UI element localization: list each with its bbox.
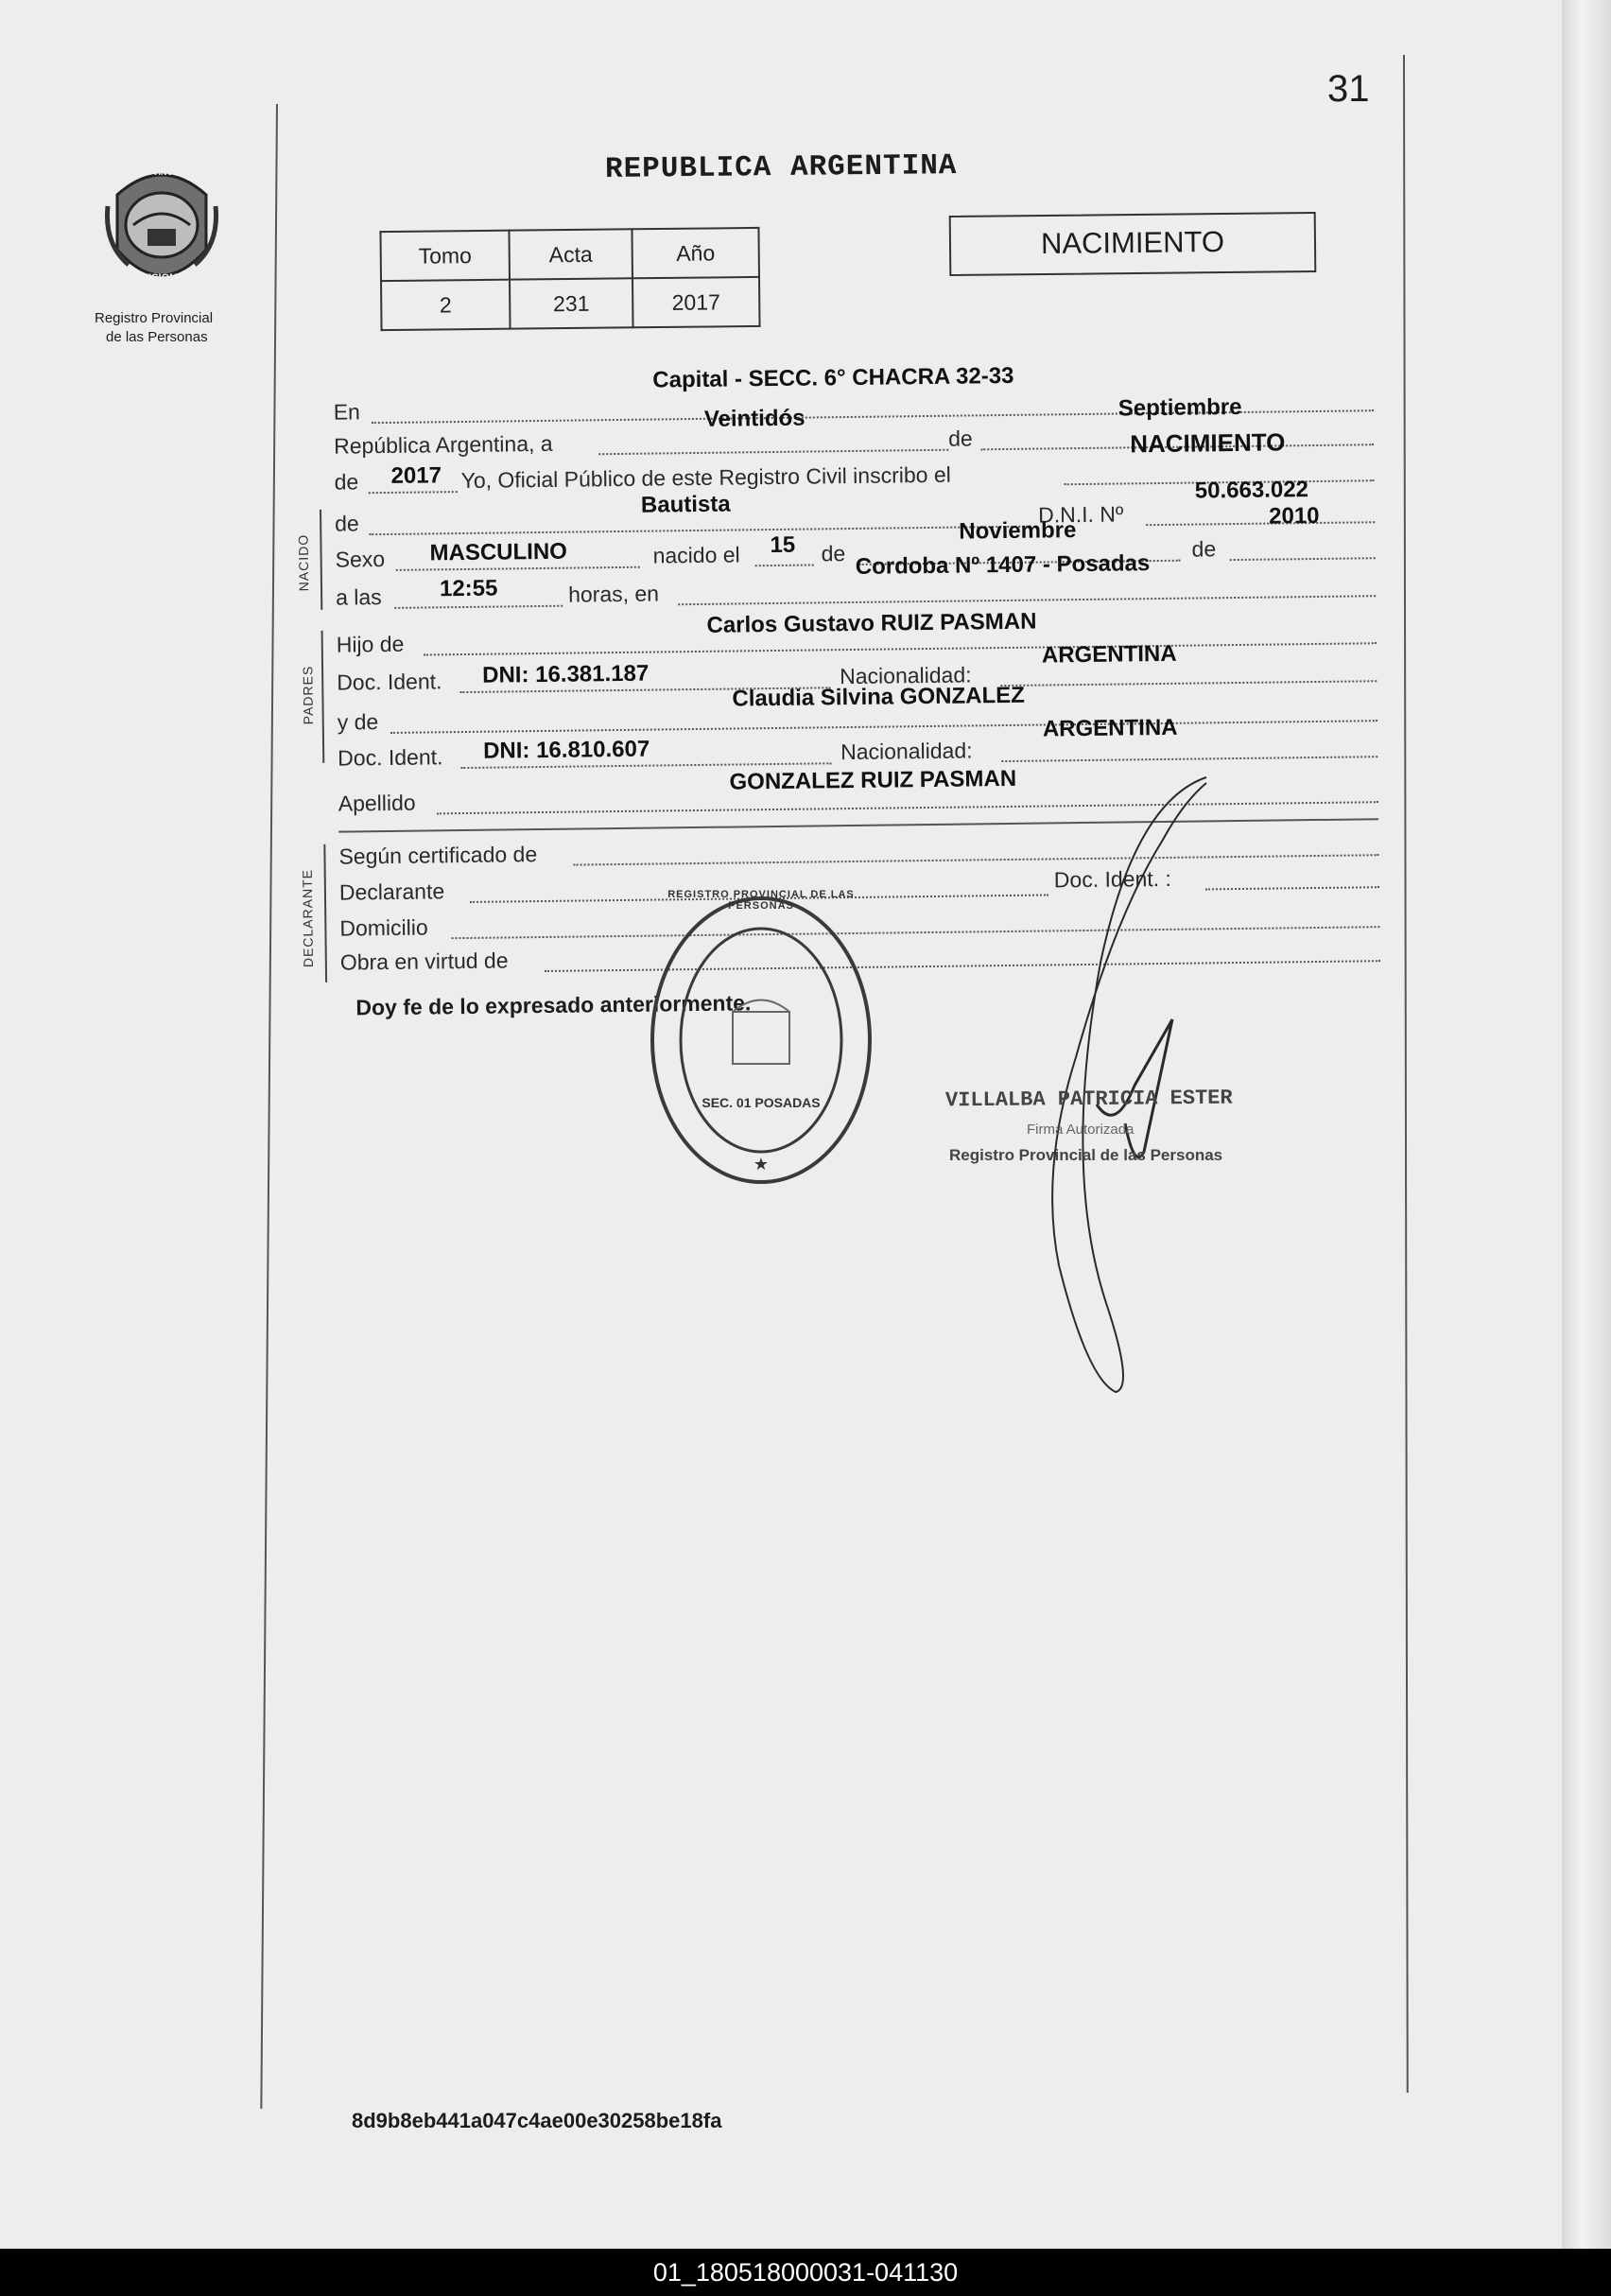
- label-horas-en: horas, en: [567, 581, 660, 607]
- value-acto: NACIMIENTO: [1130, 427, 1286, 459]
- side-label-padres: PADRES: [300, 665, 317, 725]
- page-number: 31: [1327, 68, 1370, 110]
- document-hash: 8d9b8eb441a047c4ae00e30258be18fa: [352, 2109, 722, 2132]
- label-obra: Obra en virtud de: [339, 948, 509, 975]
- signatory-office: Registro Provincial de las Personas: [949, 1146, 1223, 1164]
- label-en: En: [333, 399, 361, 425]
- value-nombre: Bautista: [640, 491, 731, 518]
- line-madre: [390, 720, 1377, 734]
- label-oficial: Yo, Oficial Público de este Registro Civil inscribo el: [460, 461, 951, 494]
- label-declarante: Declarante: [338, 878, 445, 905]
- value-nac-anio: 2010: [1268, 502, 1320, 530]
- label-de-nac-mes: de: [821, 541, 846, 566]
- value-anio: 2017: [390, 462, 442, 489]
- label-republica: República Argentina, a: [334, 430, 553, 459]
- line-padre-nac: [1000, 680, 1377, 687]
- seal-ring-text: REGISTRO PROVINCIAL DE LAS PERSONAS: [667, 889, 855, 912]
- label-apellido: Apellido: [338, 790, 416, 816]
- document-type: NACIMIENTO: [1040, 224, 1225, 261]
- bracket-padres: [321, 631, 325, 763]
- signatory-name: VILLALBA PATRICIA ESTER: [944, 1086, 1233, 1113]
- value-madre: Claudia Silvina GONZALEZ: [732, 682, 1025, 712]
- emblem-bottom-text: MISIONES: [140, 272, 191, 284]
- label-de-mes: de: [947, 426, 973, 451]
- emblem-top-text: PROVINCIA DE: [134, 167, 196, 177]
- value-madre-nac: ARGENTINA: [1042, 714, 1178, 742]
- value-mes: Septiembre: [1117, 393, 1242, 422]
- image-id-footer: 01_180518000031-041130: [0, 2249, 1611, 2296]
- value-apellido: GONZALEZ RUIZ PASMAN: [729, 765, 1017, 795]
- closing-statement: Doy fe de lo expresado anteriormente.: [355, 990, 752, 1020]
- registry-line-1: Registro Provincial: [95, 310, 214, 326]
- value-nac-mes: Noviembre: [959, 517, 1077, 545]
- line-nac-anio: [1230, 557, 1376, 561]
- value-madre-doc: DNI: 16.810.607: [482, 736, 650, 764]
- line-sexo: [396, 566, 640, 571]
- label-y-de: y de: [337, 709, 379, 735]
- value-padre-nac: ARGENTINA: [1041, 640, 1177, 669]
- label-domicilio: Domicilio: [339, 914, 428, 941]
- line-lugar-nac: [678, 595, 1376, 605]
- label-de-anio: de: [334, 469, 359, 495]
- label-sexo: Sexo: [335, 547, 386, 572]
- label-a-las: a las: [335, 584, 382, 610]
- line-padre: [424, 642, 1377, 655]
- document-title: REPUBLICA ARGENTINA: [604, 149, 958, 186]
- svg-text:★: ★: [753, 1155, 770, 1174]
- ref-value-acta: 231: [510, 278, 633, 328]
- ref-header-anio: Año: [632, 228, 759, 278]
- label-doc-madre: Doc. Ident.: [338, 744, 443, 771]
- line-hora: [394, 605, 563, 609]
- label-hijo-de: Hijo de: [336, 631, 405, 657]
- ref-header-acta: Acta: [509, 229, 632, 279]
- value-lugar: Capital - SECC. 6° CHACRA 32-33: [652, 362, 1014, 393]
- value-dni: 50.663.022: [1194, 477, 1309, 504]
- value-nac-dia: 15: [770, 531, 796, 559]
- seal-inner-text: SEC. 01 POSADAS: [702, 1095, 821, 1110]
- label-doc-ident: Doc. Ident. :: [1053, 865, 1171, 893]
- official-seal: [643, 889, 879, 1191]
- line-nac-dia: [755, 564, 814, 566]
- label-nac-madre: Nacionalidad:: [840, 738, 973, 765]
- label-nacido-el: nacido el: [652, 542, 740, 568]
- bracket-declarante: [323, 844, 327, 983]
- value-hora: 12:55: [439, 575, 498, 602]
- line-madre-nac: [1001, 756, 1377, 762]
- label-de-nac-anio: de: [1191, 536, 1217, 562]
- signatory-role: Firma Autorizada: [1027, 1122, 1135, 1138]
- label-segun: Según certificado de: [338, 842, 538, 869]
- ref-value-anio: 2017: [632, 277, 760, 327]
- registry-line-2: de las Personas: [106, 329, 208, 345]
- label-nac-padre: Nacionalidad:: [840, 662, 972, 689]
- value-padre: Carlos Gustavo RUIZ PASMAN: [706, 608, 1037, 638]
- ref-header-tomo: Tomo: [380, 231, 510, 281]
- line-dni: [1146, 521, 1375, 526]
- label-de-nombre: de: [335, 511, 359, 536]
- bracket-nacido: [320, 510, 322, 610]
- line-nombre: [369, 526, 1031, 536]
- value-padre-doc: DNI: 16.381.187: [481, 660, 650, 688]
- label-dni: D.N.I. Nº: [1037, 501, 1124, 528]
- label-doc-padre: Doc. Ident.: [337, 669, 442, 695]
- side-label-nacido: NACIDO: [295, 533, 312, 592]
- side-label-declarante: DECLARANTE: [299, 868, 316, 968]
- line-dia: [598, 449, 948, 456]
- value-dia: Veintidós: [703, 405, 806, 432]
- ref-value-tomo: 2: [381, 280, 511, 330]
- value-lugar-nac: Cordoba Nº 1407 - Posadas: [855, 550, 1151, 580]
- line-anio: [369, 491, 458, 494]
- value-sexo: MASCULINO: [429, 538, 568, 566]
